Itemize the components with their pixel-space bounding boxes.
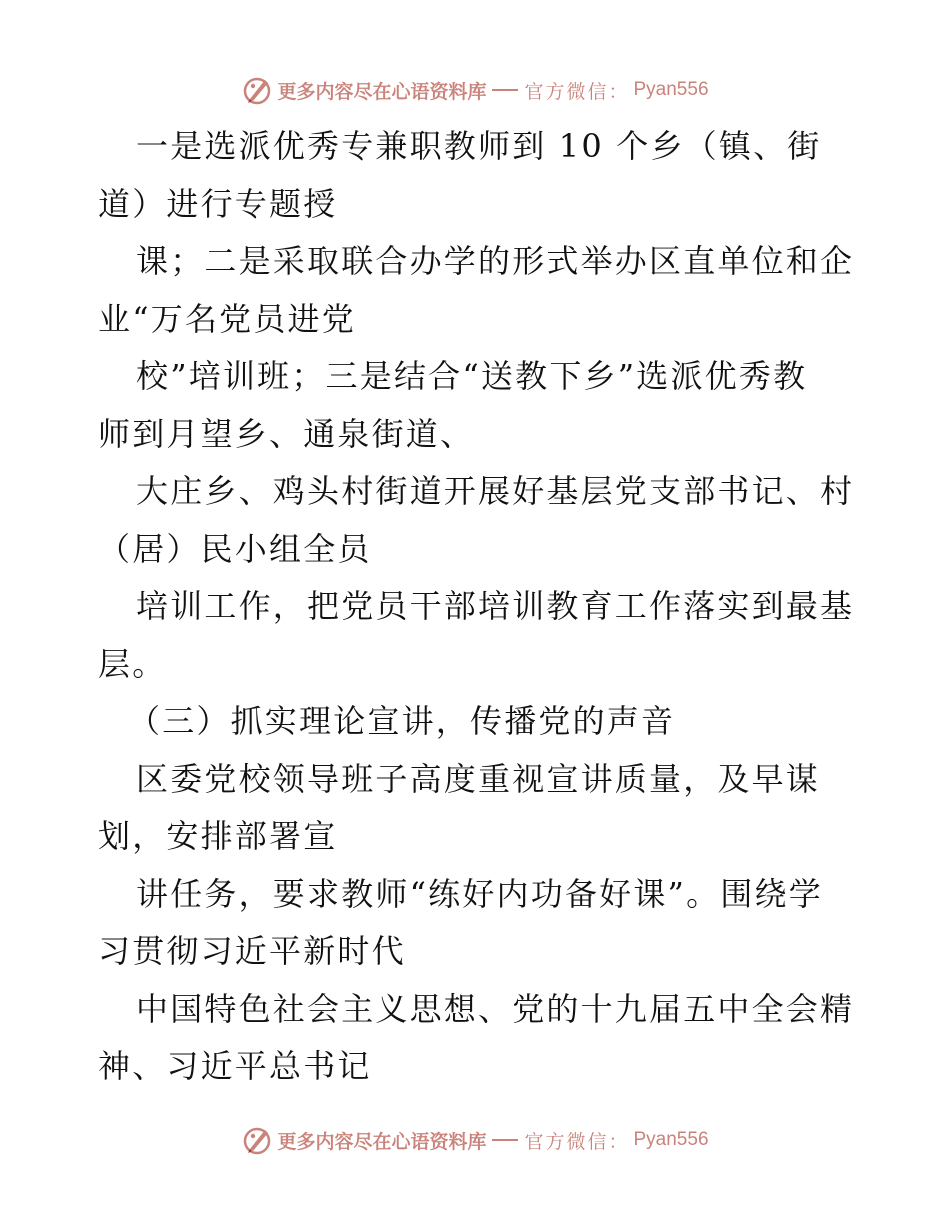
footer-banner [241, 1124, 708, 1156]
header-wechat-id: Pyan556 [633, 79, 709, 100]
body-line: 业“万名党员进党 [98, 299, 356, 338]
document-body [98, 118, 888, 1096]
header-wechat-label: 官方微信： [524, 80, 630, 103]
page-header [0, 68, 950, 112]
quill-pen-logo-icon [241, 1124, 273, 1156]
header-dash-divider [492, 89, 518, 91]
header-site-name: 更多内容尽在心语资料库 [277, 80, 487, 103]
body-line: 道）进行专题授 [98, 184, 338, 223]
body-line: 师到月望乡、通泉街道、 [98, 414, 475, 453]
body-line: 培训工作，把党员干部培训教育工作落实到最基 [136, 587, 855, 625]
body-line: 校”培训班；三是结合“送教下乡”选派优秀教 [136, 357, 808, 395]
header-banner [241, 74, 708, 106]
footer-dash-divider [492, 1139, 518, 1141]
body-line: 大庄乡、鸡头村街道开展好基层党支部书记、村 [136, 472, 855, 510]
body-line: （居）民小组全员 [98, 529, 372, 568]
footer-site-name: 更多内容尽在心语资料库 [277, 1130, 487, 1153]
body-line: 层。 [98, 644, 167, 683]
footer-wechat-id: Pyan556 [633, 1129, 709, 1150]
page-footer [0, 1118, 950, 1162]
body-line: 区委党校领导班子高度重视宣讲质量，及早谋 [136, 759, 821, 798]
footer-wechat-label: 官方微信： [524, 1130, 630, 1153]
body-line: 课；二是采取联合办学的形式举办区直单位和企 [136, 242, 855, 280]
body-line: 一是选派优秀专兼职教师到 10 个乡（镇、街 [136, 127, 822, 165]
body-line: 划，安排部署宣 [98, 817, 338, 855]
quill-pen-logo-icon [241, 74, 273, 106]
body-line: 习贯彻习近平新时代 [98, 932, 406, 970]
body-line: 讲任务，要求教师“练好内功备好课”。围绕学 [136, 874, 823, 913]
body-line: 神、习近平总书记 [98, 1047, 372, 1085]
section-heading: （三）抓实理论宣讲，传播党的声音 [128, 702, 676, 740]
body-line: 中国特色社会主义思想、党的十九届五中全会精 [136, 989, 855, 1028]
